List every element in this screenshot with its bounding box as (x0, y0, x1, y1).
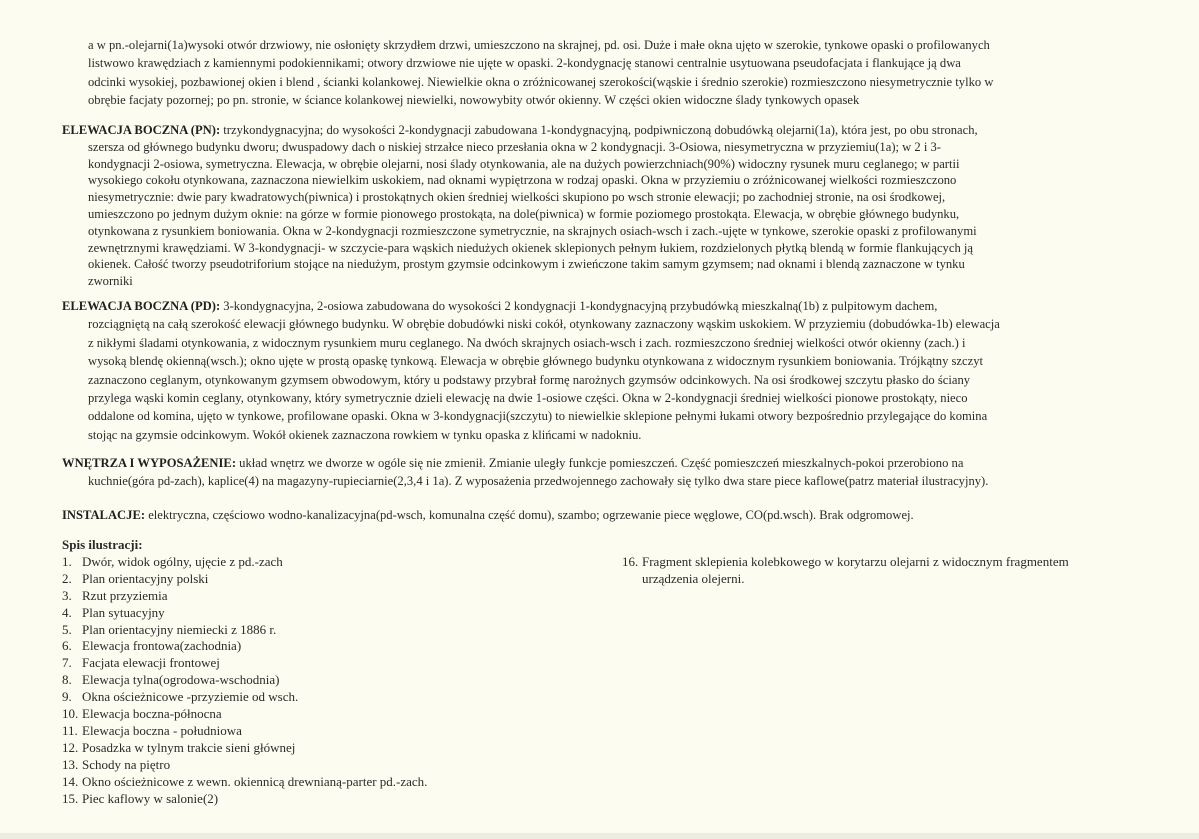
text-line: okienek. Całość tworzy pseudotriforium stojące na niedużym, prostym gzymsie odcinkowym i zwieńczone takim samym gzymsem; nad oknami i blendą zaznaczone w tynku (88, 257, 965, 272)
item-number: 14. (62, 773, 79, 789)
illustration-list-item (62, 774, 427, 791)
text-line: wysokiego cokołu otynkowana, zaznaczona niewielkim uskokiem, nad oknami wypiętrzona w rodzaj opaski. Okna w przyziemiu o zróżnicowanej wielkości rozmieszczono (88, 173, 957, 188)
item-number: 12. (62, 739, 79, 755)
text-line: wysoką blendę okienną(wsch.); okno ujęte w prostą opaskę tynkową. Elewacja w obrębie głównego budynku otynkowana z widocznym rysunkiem boniowania. Trójkątny szczyt (88, 354, 983, 369)
item-number: 9. (62, 689, 72, 705)
item-number: 1. (62, 553, 72, 569)
item-title: Facjata elewacji frontowej (82, 655, 220, 671)
illustration-list-item (62, 571, 427, 588)
illustration-list-item (62, 706, 427, 723)
text-line: listwowo krawędziach z kamiennymi podokiennikami; otwory drzwiowe nie ujęte w opaski. 2-kondygnację stanowi centralnie usytuowana pseudofacjata i flankujące ją dwa (88, 56, 961, 71)
text-line: umieszczono po jednym dużym oknie: na górze w formie pionowego prostokąta, na dole(piwnica) w formie poziomego prostokąta. Elewacja, w obrębie głównego budynku, (88, 206, 960, 221)
text-line: kuchnie(góra pd-zach), kaplice(4) na magazyny-rupieciarnie(2,3,4 i 1a). Z wyposażenia przedwojennego zachowały się tylko dwa stare piece kaflowe(patrz materiał ilustracyjny). (88, 474, 989, 489)
illustration-list-item (62, 622, 427, 639)
illustration-list-item (62, 740, 427, 757)
item-title: Elewacja boczna - południowa (82, 722, 242, 738)
item-number: 6. (62, 638, 72, 654)
item-title: Plan orientacyjny polski (82, 570, 209, 586)
section-instalacje (62, 506, 1152, 524)
section-heading: ELEWACJA BOCZNA (PD): (62, 299, 221, 313)
item-number: 7. (62, 655, 72, 671)
paragraph-first-line (62, 506, 1152, 524)
section-heading: ELEWACJA BOCZNA (PN): (62, 123, 221, 137)
section-heading: INSTALACJE: (62, 508, 146, 522)
illustration-list-item (62, 638, 427, 655)
illustration-list-item (62, 554, 427, 571)
section-elewacja-pd (62, 297, 1152, 444)
illustration-list-item-16 (622, 554, 1069, 588)
item-16-line-1 (622, 554, 1069, 571)
text-line: niesymetrycznie: dwie pary kwadratowych(piwnica) i prostokątnych okien średniej wielkości skupiono po wsch stronie elewacji; po zachodniej stronie, na osi środkowej, (88, 190, 946, 205)
text-line: stojąc na gzymsie odcinkowym. Wokół okienek zaznaczona rowkiem w tynku opaska z klińcami w nadokniu. (88, 427, 642, 442)
text-line: przylega wąski komin ceglany, otynkowany, który symetrycznie dzieli elewację na dwie 1-osiowe części. Okna w 2-kondygnacji średniej wielkości pionowe prostokąty, nieco (88, 391, 968, 406)
item-number: 8. (62, 672, 72, 688)
section-elewacja-pn (62, 122, 1152, 290)
scan-edge (0, 833, 1199, 839)
section-text: trzykondygnacyjna; do wysokości 2-kondygnacji zabudowana 1-kondygnacyjną, podpiwniczoną dobudówką olejarni(1a), która jest, po obu stronach, (220, 123, 978, 137)
text-line: oddalone od komina, ujęto w tynkowe, profilowane opaski. Okna w 3-kondygnacji(szczytu) to niewielkie sklepione pełnymi łukami otwory bezpośrednio przylegające do komina (88, 409, 988, 424)
item-title: Fragment sklepienia kolebkowego w korytarzu olejarni z widocznym fragmentem (642, 554, 1069, 569)
text-line: otynkowana z rysunkiem boniowania. Okna w 2-kondygnacji rozmieszczone symetrycznie, na skrajnych osiach-wsch i zach.-ujęte w tynkowe, szerokie opaski z profilowanymi (88, 223, 977, 238)
item-number: 16. (622, 554, 639, 569)
item-number: 10. (62, 706, 79, 722)
text-line: szersza od głównego budynku dworu; dwuspadowy dach o niskiej strzałce nieco przesłania okna w 2 kondygnacji. 3-Osiowa, niesymetryczna w przyziemiu(1a); w 2 i 3- (88, 139, 941, 154)
section-wnetrza (62, 454, 1152, 491)
item-number: 2. (62, 570, 72, 586)
item-title: Okno ościeżnicowe z wewn. okiennicą drewnianą-parter pd.-zach. (82, 773, 428, 789)
text-line: z nikłymi śladami otynkowania, z widocznym rysunkiem muru ceglanego. Na dwóch skrajnych osiach-wsch i zach. rozmieszczono średniej wielkości otwór okienny (zach.) i (88, 335, 966, 350)
item-number: 4. (62, 604, 72, 620)
paragraph-first-line (62, 297, 1152, 315)
text-line: odcinki wysokiej, pozbawionej okien i blend , ścianki kolankowej. Niewielkie okna o zróżnicowanej szerokości(wąskie i średnio szerokie) rozmieszczono niesymetrycznie tylko w (88, 74, 994, 89)
illustration-list-item (62, 588, 427, 605)
item-title: Dwór, widok ogólny, ujęcie z pd.-zach (82, 553, 283, 569)
section-text: 3-kondygnacyjna, 2-osiowa zabudowana do wysokości 2 kondygnacji 1-kondygnacyjną przybudówką mieszkalną(1b) z pulpitowym dachem, (220, 299, 938, 313)
item-number: 3. (62, 587, 72, 603)
item-number: 5. (62, 621, 72, 637)
item-number-spacer (622, 571, 642, 588)
illustration-list-item (62, 655, 427, 672)
section-text: elektryczna, częściowo wodno-kanalizacyjna(pd-wsch, komunalna część domu), szambo; ogrzewanie piece węglowe, CO(pd.wsch). Brak odgromowej. (145, 508, 914, 522)
section-text: układ wnętrz we dworze w ogóle się nie zmienił. Zmianie uległy funkcje pomieszczeń. Część pomieszczeń mieszkalnych-pokoi przerobiono na (236, 456, 964, 470)
item-title: Elewacja frontowa(zachodnia) (82, 638, 242, 654)
item-16-line-2 (622, 571, 1069, 588)
item-title: Posadzka w tylnym trakcie sieni głównej (82, 739, 296, 755)
text-line: kondygnacji 2-osiowa, symetryczna. Elewacja, w obrębie olejarni, nosi ślady otynkowania, ale na dużych powierzchniach(90%) widoczny rysunek muru ceglanego; w partii (88, 156, 960, 171)
illustration-list-item (62, 689, 427, 706)
item-title: Elewacja tylna(ogrodowa-wschodnia) (82, 672, 280, 688)
text-line: zaznaczono ceglanym, otynkowanym gzymsem obwodowym, który u podstawy przybrał formę narożnych gzymsów odcinkowych. Na osi środkowej szczytu płasko do ściany (88, 372, 971, 387)
illustration-list-item (62, 672, 427, 689)
illustration-list-items (62, 554, 427, 808)
illustration-list-item (62, 723, 427, 740)
item-title: Plan orientacyjny niemiecki z 1886 r. (82, 621, 277, 637)
item-title: Piec kaflowy w salonie(2) (82, 790, 219, 806)
item-title: Plan sytuacyjny (82, 604, 165, 620)
intro-paragraph (62, 36, 1152, 110)
illustration-list (62, 537, 427, 808)
item-title: Rzut przyziemia (82, 587, 168, 603)
item-title-continuation: urządzenia olejerni. (642, 570, 745, 586)
item-number: 13. (62, 756, 79, 772)
section-heading: WNĘTRZA I WYPOSAŻENIE: (62, 456, 237, 470)
text-line: rozciągniętą na całą szerokość elewacji głównego budynku. W obrębie dobudówki niski cokół, otynkowany zaznaczony wąskim uskokiem. W przyziemiu (dobudówka-1b) elewacja (88, 317, 1000, 332)
item-number: 15. (62, 790, 79, 806)
illustration-list-item (62, 757, 427, 774)
item-number: 11. (62, 722, 78, 738)
illustration-list-item (62, 791, 427, 808)
paragraph-first-line (62, 122, 1152, 139)
paragraph-first-line (62, 454, 1152, 472)
text-line: zworniki (88, 274, 133, 289)
text-line: a w pn.-olejarni(1a)wysoki otwór drzwiowy, nie osłonięty skrzydłem drzwi, umieszczono na skrajnej, pd. osi. Duże i małe okna ujęto w szerokie, tynkowe opaski o profilowanych (88, 38, 990, 52)
text-line: obrębie facjaty pozornej; po pn. stronie, w ściance kolankowej niewielki, nowowybity otwór okienny. W części okien widoczne ślady tynkowych opasek (88, 93, 860, 108)
item-title: Schody na piętro (82, 756, 171, 772)
item-title: Okna ościeżnicowe -przyziemie od wsch. (82, 689, 299, 705)
illustration-list-item (62, 605, 427, 622)
illustration-list-title: Spis ilustracji: (62, 537, 143, 552)
text-line: zewnętrznymi krawędziami. W 3-kondygnacji- w szczycie-para wąskich niedużych okienek sklepionych pełnym łukiem, rozdzielonych płytką blendą w formie flankujących ją (88, 240, 973, 255)
item-title: Elewacja boczna-północna (82, 706, 222, 722)
